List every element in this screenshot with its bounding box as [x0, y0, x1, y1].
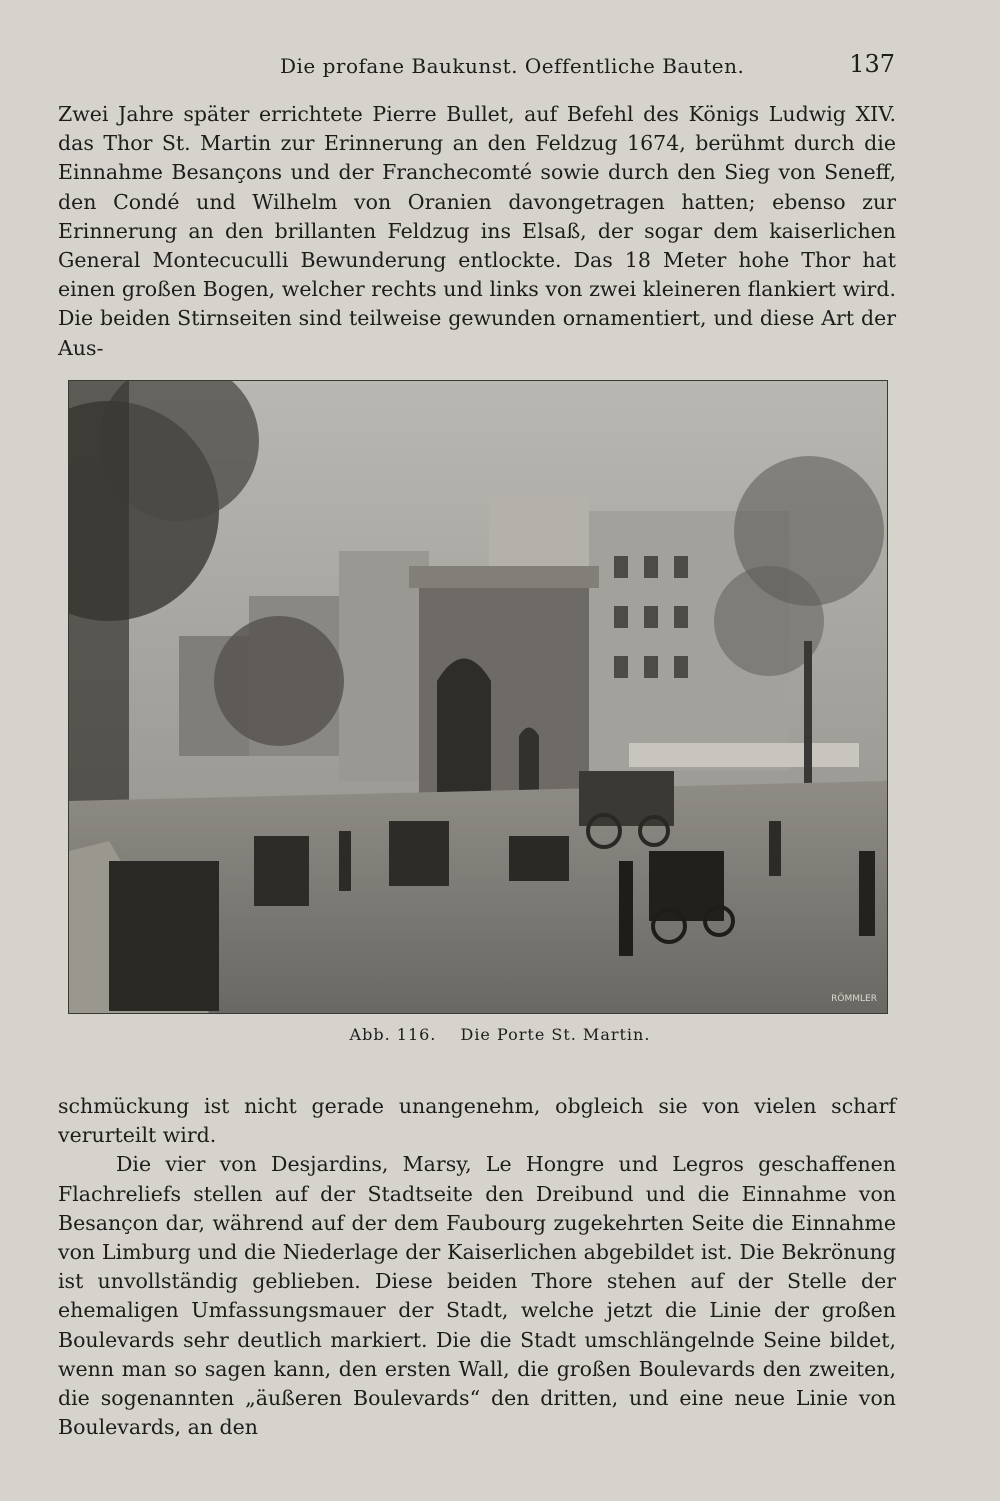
running-title: Die profane Baukunst. Oeffentliche Bauten. — [280, 54, 745, 78]
figure-caption — [0, 1025, 1000, 1044]
figure-number: Abb. 116. — [349, 1025, 437, 1044]
page-number: 137 — [849, 50, 895, 78]
body-text-bottom — [58, 1092, 896, 1442]
paragraph: schmückung ist nicht gerade unangenehm, obgleich sie von vielen scharf verurteilt wird. — [58, 1094, 896, 1148]
figure-photo — [68, 380, 888, 1014]
figure-caption-text: Die Porte St. Martin. — [460, 1025, 651, 1044]
paragraph: Zwei Jahre später errichtete Pierre Bullet, auf Befehl des Königs Ludwig XIV. das Thor St. Martin zur Erinnerung an den Feldzug 1674, berühmt durch die Einnahme Besançons und der Franchecomté sowie durch den Sieg von Seneff, den Condé und Wilhelm von Oranien davongetragen hatten; ebenso zur Erinnerung an den brillanten Feldzug ins Elsaß, der sogar dem kaiserlichen General Montecuculli Bewunderung entlockte. Das 18 Meter hohe Thor hat einen großen Bogen, welcher rechts und links von zwei kleineren flankiert wird. Die beiden Stirnseiten sind teilweise gewunden ornamentiert, und diese Art der Aus- — [58, 102, 896, 360]
page-header — [60, 48, 895, 84]
paragraph: Die vier von Desjardins, Marsy, Le Hongre und Legros geschaffenen Flachreliefs stellen auf der Stadtseite den Dreibund und die Einnahme von Besançon dar, während auf der dem Faubourg zugekehrten Seite die Einnahme von Limburg und die Niederlage der Kaiserlichen abgebildet ist. Die Bekrönung ist unvollständig geblieben. Diese beiden Thore stehen auf der Stelle der ehemaligen Umfassungsmauer der Stadt, welche jetzt die Linie der großen Boulevards sehr deutlich markiert. Die die Stadt umschlängelnde Seine bildet, wenn man so sagen kann, den ersten Wall, die großen Boulevards den zweiten, die sogenannten „äußeren Boulevards“ den dritten, und eine neue Linie von Boulevards, an den — [58, 1152, 896, 1440]
body-text-top — [58, 100, 896, 363]
photographer-mark: RÖMMLER — [831, 994, 877, 1004]
photo-porte-st-martin — [69, 381, 887, 1013]
